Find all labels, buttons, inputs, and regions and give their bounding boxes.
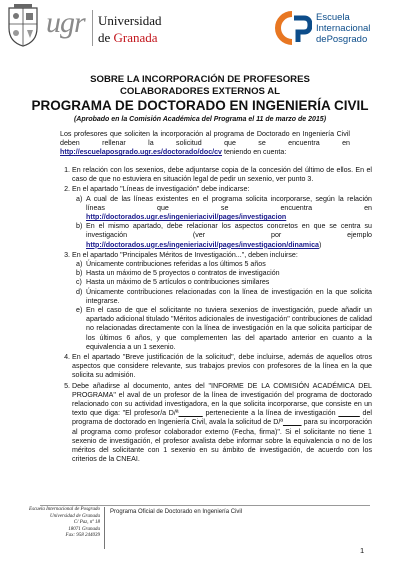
- footer-program-name: Programa Oficial de Doctorado en Ingeniería Civil: [110, 509, 243, 515]
- requirements-list: [58, 166, 372, 466]
- footer-divider: [40, 505, 370, 506]
- sub-list-item: a) Únicamente contribuciones referidas a los últimos 5 años: [76, 260, 266, 269]
- application-link[interactable]: http://escuelaposgrado.ugr.es/doctorado/doc/cv: [60, 148, 223, 157]
- approval-note: (Aprobado en la Comisión Académica del Programa el 11 de marzo de 2015): [73, 116, 327, 123]
- university-line1: Universidad: [98, 13, 162, 28]
- list-item: 5. Debe añadirse al documento, antes del "INFORME DE LA COMISIÓN ACADÉMICA DEL PROGRAMA" el aval de un profesor de la línea de investigación del programa de doctorado relacionado con su actividad investigadora, en la que solicita incorporarse, que consiste en un texto que diga: "El profesor/a D/ª perteneciente a la línea de investigación del programa de doctorado en Ingeniería Civil, avala la solicitud de D/ª para su incorporación al programa como profesor colaborador externo (Fecha, firma)". Si el solicitante no tiene 1 sexenio de investigación, el profesor avalista debe informar sobre la equivalencia o no de los méritos del solicitante con 1 sexenio en su ámbito de investigación, de acuerdo con los criterios de la CNEAI.: [72, 382, 372, 465]
- university-line2: de Granada: [98, 30, 158, 45]
- sub-list: [72, 260, 372, 352]
- sub-list: [72, 195, 372, 250]
- sub-list-item: e) En el caso de que el solicitante no tuviera sexenios de investigación, puede añadir un apartado adicional titulado "Méritos adicionales de investigación" contribuciones de calidad no relacionadas directamente con la línea de investigación en la que solicita participar de los últimos 6 años, y que complementen las del apartado anterior en cuanto a la equivalencia a un 1 sexenio.: [76, 306, 372, 351]
- research-lines-link[interactable]: http://doctorados.ugr.es/ingenieriacivil/pages/investigacion: [86, 213, 287, 222]
- document-title-top: SOBRE LA INCORPORACIÓN DE PROFESORES COLABORADORES EXTERNOS AL: [90, 74, 310, 97]
- logo-divider: [92, 10, 93, 46]
- university-name: [98, 12, 162, 46]
- research-example-link[interactable]: http://doctorados.ugr.es/ingenieriacivil/pages/investigacion/dinamica: [86, 240, 319, 249]
- sub-list-item: b) Hasta un máximo de 5 proyectos o contratos de investigación: [76, 269, 280, 278]
- document-title-main: PROGRAMA DE DOCTORADO EN INGENIERÍA CIVIL: [31, 98, 369, 113]
- footer-address: Escuela Internacional de Posgrado Universidad de Granada C/ Paz, nº 18 18071 Granada Fax: 958 244039: [29, 507, 100, 538]
- escuela-posgrado-name: Escuela Internacional dePosgrado: [316, 12, 371, 45]
- sub-list-item: b) En el mismo apartado, debe relacionar los aspectos concretos en que se centra su investigación (ver por ejemplo http://doctorados.ugr.es/ingenieriacivil/pages/investigacion/dinamica): [76, 222, 372, 249]
- footer-vertical-divider: [104, 507, 105, 549]
- list-item: 3. En el apartado "Principales Méritos de Investigación...", deben incluirse: a) Únicamente contribuciones referidas a los últimos 5 años b) Hasta un máximo de 5 proyectos o contratos de investigación c) Hasta un máximo de 5 artículos o contribuciones similares d) Únicamente contribuciones relacionadas con la línea de investigación en la que solicita integrarse. e) En el caso de que el solicitante no tuviera sexenios de investigación, puede añadir un apartado adicional titulado "Méritos adicionales de investigación" contribuciones de calidad no relacionadas directamente con la línea de investigación en la que solicita participar de los últimos 6 años, y que complementen las del apartado anterior en cuanto a la equivalencia a un 1 sexenio.: [72, 251, 372, 352]
- university-crest-icon: [6, 4, 40, 48]
- page-number: 1: [360, 546, 365, 555]
- sub-list-item: a) A cual de las líneas existentes en el programa solicita incorporarse, según la relación líneas que se encuentra en http://doctorados.ugr.es/ingenieriacivil/pages/investigacion: [76, 194, 372, 222]
- sub-list-item: c) Hasta un máximo de 5 artículos o contribuciones similares: [76, 278, 270, 287]
- list-item: 4. En el apartado "Breve justificación de la solicitud", debe incluirse, además de aquellos otros aspectos que considere relevante, sus trabajos previos con profesores de la línea en la que solicita su admisión.: [72, 353, 372, 381]
- list-item: 2. En el apartado "Líneas de investigación" debe indicarse: a) A cual de las líneas existentes en el programa solicita incorporarse, según la relación líneas que se encuentra en http://doctorados.ugr.es/ingenieriacivil/pages/investigacion b) En el mismo apartado, debe relacionar los aspectos concretos en que se centra su investigación (ver por ejemplo http://doctorados.ugr.es/ingenieriacivil/pages/investigacion/dinamica): [72, 185, 372, 249]
- ugr-logo-text: ugr: [46, 6, 85, 39]
- intro-paragraph: Los profesores que soliciten la incorporación al programa de Doctorado en Ingeniería Civil deben rellenar la solicitud que se encuentra en http://escuelaposgrado.ugr.es/doctorado/doc/cv teniendo en cuenta:: [60, 130, 350, 157]
- escuela-posgrado-logo-icon: [270, 8, 312, 48]
- sub-list-item: d) Únicamente contribuciones relacionadas con la línea de investigación en la que solicita integrarse.: [76, 287, 372, 305]
- list-item: 1. En relación con los sexenios, debe adjuntarse copia de la concesión del último de ellos. En el caso de que no estuviera en situación legal de pedir un sexenio, ver punto 3.: [72, 166, 372, 184]
